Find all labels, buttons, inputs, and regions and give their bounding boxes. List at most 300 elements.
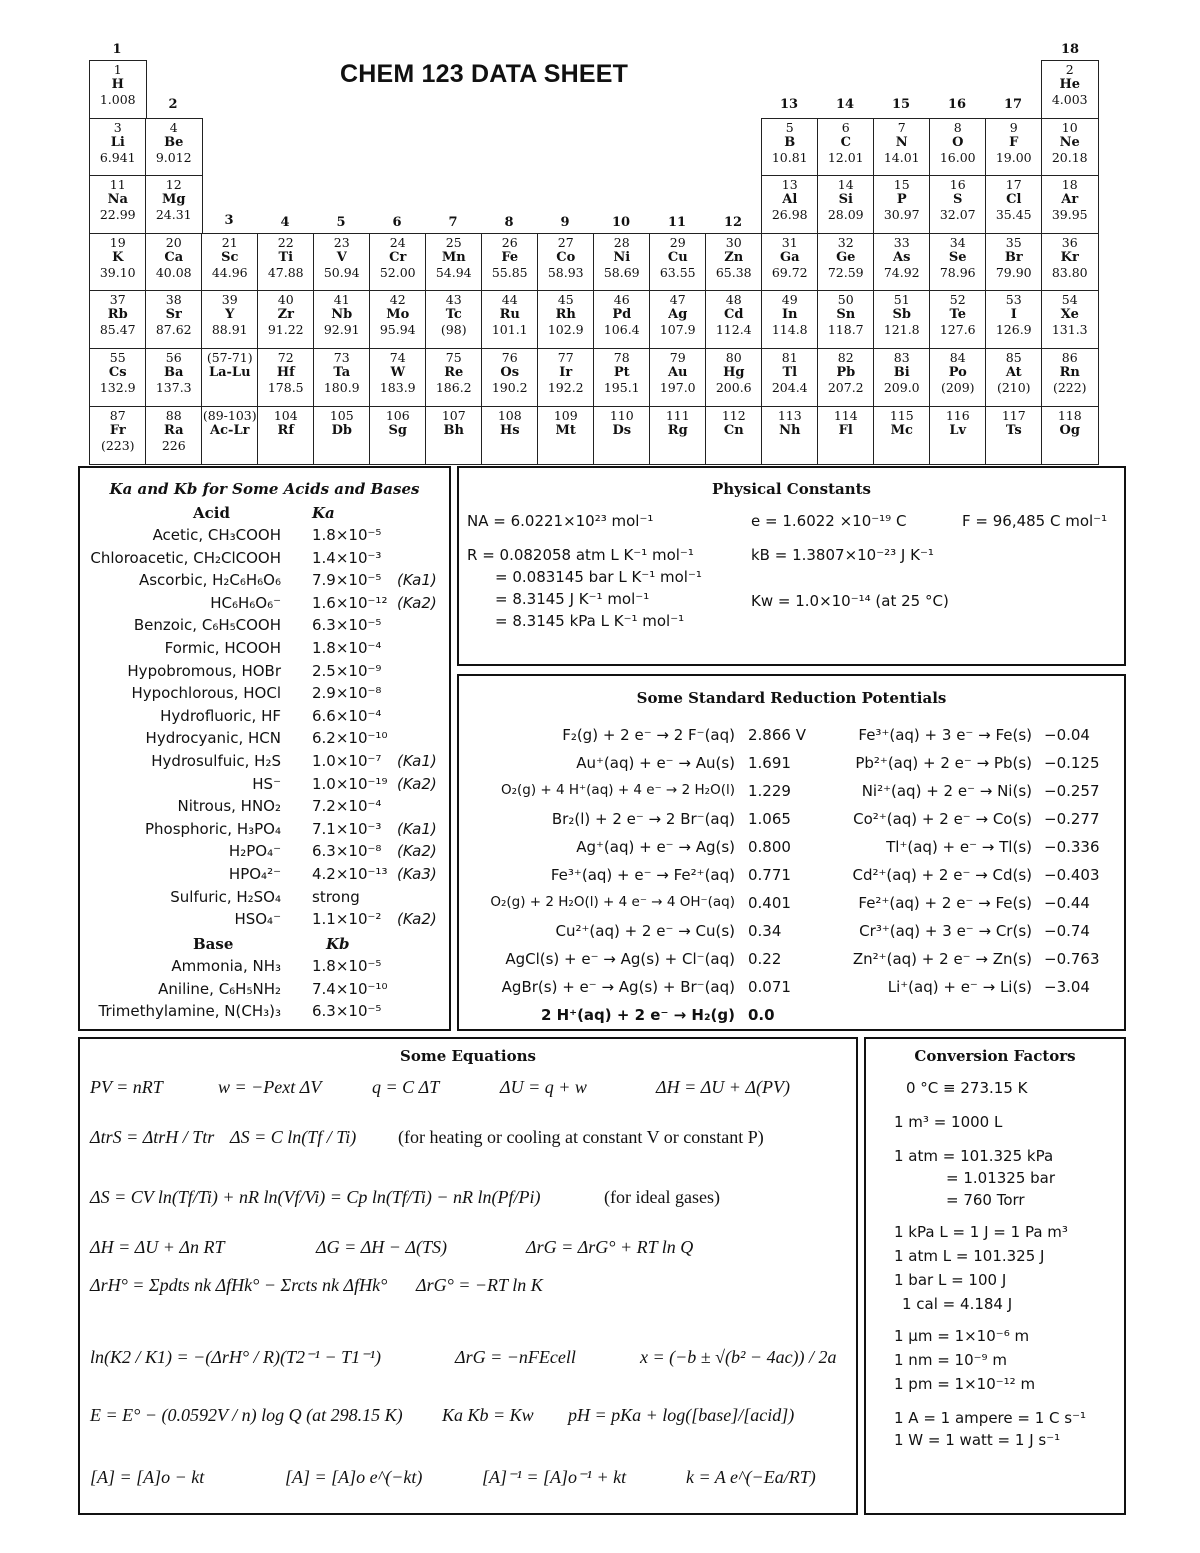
element-symbol: Mo [386, 307, 410, 323]
element-symbol: Ra [163, 422, 184, 438]
conversion-factors-box [864, 1037, 1126, 1515]
atomic-number: 50 [837, 292, 854, 308]
atomic-mass: 55.85 [491, 264, 528, 280]
atomic-mass: 209.0 [883, 380, 920, 395]
atomic-mass: 44.96 [211, 264, 248, 280]
reduction-half-reaction: Br₂(l) + 2 e⁻ → 2 Br⁻(aq) [551, 810, 735, 828]
reduction-half-reaction: Ag⁺(aq) + e⁻ → Ag(s) [576, 838, 735, 856]
reduction-potential: −0.04 [1044, 726, 1090, 744]
atomic-number: 40 [277, 292, 294, 308]
acid-name: Hydrofluoric, HF [160, 706, 281, 725]
base-kb-value: 7.4×10⁻¹⁰ [312, 979, 388, 998]
atomic-mass: 40.08 [155, 264, 192, 280]
acid-ka-note: (Ka1) [397, 752, 437, 770]
atomic-number: 8 [953, 119, 962, 135]
atomic-number: 48 [725, 292, 742, 308]
reduction-title: Some Standard Reduction Potentials [636, 689, 947, 707]
element-symbol: Mg [162, 192, 186, 208]
atomic-mass: 26.98 [771, 207, 808, 223]
gas-constant-2: = 0.083145 bar L K⁻¹ mol⁻¹ [495, 568, 702, 586]
atomic-number: 53 [1005, 292, 1022, 308]
element-cell [537, 290, 595, 349]
group-label: 12 [723, 215, 743, 230]
atomic-mass: 10.81 [771, 149, 808, 165]
element-symbol: Pd [612, 307, 632, 323]
group-label: 6 [392, 215, 402, 230]
element-cell [929, 233, 987, 292]
element-symbol: Na [107, 192, 128, 208]
element-cell [985, 290, 1043, 349]
atomic-number: 1 [113, 62, 122, 77]
atomic-number: 43 [445, 292, 462, 308]
reduction-potential: 0.34 [748, 922, 782, 940]
atomic-number: 80 [725, 350, 742, 365]
atomic-number: 21 [221, 234, 238, 250]
element-cell [873, 118, 931, 177]
atomic-number: 33 [893, 234, 910, 250]
element-cell [89, 118, 147, 177]
kb-header: Kb [326, 935, 350, 953]
atomic-number: 13 [781, 177, 798, 193]
atomic-mass: 207.2 [827, 380, 864, 395]
element-symbol: S [953, 192, 963, 208]
atomic-mass: 131.3 [1051, 322, 1088, 338]
atomic-number: 15 [893, 177, 910, 193]
element-cell [313, 348, 371, 407]
element-cell [817, 348, 875, 407]
atomic-mass: 118.7 [827, 322, 864, 338]
element-symbol: Rf [277, 422, 294, 438]
base-kb-value: 6.3×10⁻⁵ [312, 1002, 382, 1021]
acid-ka-value: 7.1×10⁻³ [312, 819, 382, 838]
element-symbol: Ti [278, 249, 294, 265]
element-cell [985, 406, 1043, 465]
atomic-number: 39 [221, 292, 238, 308]
atomic-number: 19 [109, 234, 126, 250]
element-symbol: C [840, 134, 851, 150]
atomic-number: 44 [501, 292, 518, 308]
element-symbol: Ru [499, 307, 520, 323]
acid-ka-value: 7.9×10⁻⁵ [312, 571, 382, 590]
conversion-factor: 1 kPa L = 1 J = 1 Pa m³ [894, 1223, 1068, 1241]
atomic-mass: (210) [996, 380, 1031, 395]
element-cell [89, 233, 147, 292]
reduction-half-reaction: Au⁺(aq) + e⁻ → Au(s) [576, 754, 735, 772]
group-label: 1 [112, 42, 122, 57]
atomic-number: 110 [609, 407, 634, 423]
group-label: 16 [947, 97, 967, 112]
page-title: CHEM 123 DATA SHEET [340, 60, 629, 88]
atomic-mass: 58.93 [547, 264, 584, 280]
reduction-half-reaction: Fe²⁺(aq) + 2 e⁻ → Fe(s) [858, 894, 1032, 912]
atomic-number: 37 [109, 292, 126, 308]
element-symbol: La-Lu [208, 365, 251, 380]
atomic-mass: 102.9 [547, 322, 584, 338]
element-cell [425, 406, 483, 465]
atomic-number: 104 [273, 407, 298, 423]
eq-ideal-gas-note: (for ideal gases) [604, 1187, 720, 1207]
atomic-mass: 112.4 [715, 322, 752, 338]
acids-bases-box [78, 466, 451, 1031]
atomic-number: 25 [445, 234, 462, 250]
atomic-mass: 65.38 [715, 264, 752, 280]
atomic-number: 31 [781, 234, 798, 250]
physical-constants-box [457, 466, 1126, 666]
atomic-mass: 1.008 [99, 92, 136, 107]
element-cell [257, 406, 315, 465]
element-cell [481, 406, 539, 465]
acid-ka-note: (Ka2) [397, 774, 437, 793]
element-symbol: Xe [1060, 307, 1079, 323]
atomic-number: 115 [889, 407, 914, 423]
element-cell [817, 175, 875, 234]
reduction-half-reaction: Cd²⁺(aq) + 2 e⁻ → Cd(s) [852, 866, 1032, 884]
reduction-half-reaction: 2 H⁺(aq) + 2 e⁻ → H₂(g) [540, 1006, 735, 1024]
atomic-mass: 127.6 [939, 322, 976, 338]
element-symbol: Hs [499, 422, 520, 438]
atomic-mass: 50.94 [323, 264, 360, 280]
reduction-potential: 0.071 [748, 978, 791, 996]
acid-name: Sulfuric, H₂SO₄ [170, 887, 281, 906]
reduction-half-reaction: Fe³⁺(aq) + e⁻ → Fe²⁺(aq) [550, 866, 735, 884]
atomic-mass: 47.88 [267, 264, 304, 280]
conversion-factor: 1 W = 1 watt = 1 J s⁻¹ [894, 1431, 1061, 1449]
gas-constant-1: R = 0.082058 atm L K⁻¹ mol⁻¹ [467, 546, 694, 564]
element-cell [145, 348, 203, 407]
group-label: 2 [168, 97, 178, 112]
group-label: 9 [560, 215, 570, 230]
conversion-factor: 1 m³ = 1000 L [894, 1113, 1003, 1131]
atomic-mass: 87.62 [155, 322, 192, 338]
atomic-mass: 106.4 [603, 322, 640, 338]
acid-ka-value: 6.2×10⁻¹⁰ [312, 729, 388, 748]
atomic-number: 73 [333, 350, 350, 365]
atomic-number: 117 [1001, 407, 1026, 423]
reduction-potential: −0.403 [1044, 866, 1100, 884]
atomic-mass: 28.09 [827, 207, 864, 223]
element-cell [145, 406, 203, 465]
atomic-number: 24 [389, 234, 406, 250]
atomic-mass: 19.00 [995, 149, 1032, 165]
acid-name: Hypochlorous, HOCl [131, 684, 281, 703]
acid-ka-note: (Ka2) [397, 910, 437, 929]
element-symbol: Cs [108, 365, 127, 380]
atomic-mass: 85.47 [99, 322, 136, 338]
acid-name: HC₆H₆O₆⁻ [210, 593, 281, 612]
atomic-mass: 79.90 [995, 264, 1032, 280]
atomic-mass: 30.97 [883, 207, 920, 223]
group-label: 13 [779, 97, 799, 112]
atomic-number: 106 [385, 407, 410, 423]
atomic-number: 34 [949, 234, 966, 250]
element-symbol: H [111, 77, 124, 92]
atomic-mass: (223) [100, 437, 135, 453]
atomic-number: 42 [389, 292, 406, 308]
atomic-mass: 180.9 [323, 380, 360, 395]
element-cell [593, 290, 651, 349]
atomic-mass: 178.5 [267, 380, 304, 395]
element-cell [929, 290, 987, 349]
atomic-number: 51 [893, 292, 910, 308]
acid-ka-note: (Ka3) [397, 865, 437, 883]
element-cell [1041, 175, 1099, 234]
atomic-number: 78 [613, 350, 630, 365]
element-cell [873, 348, 931, 407]
element-cell [425, 290, 483, 349]
element-cell [201, 348, 259, 407]
atomic-number: 3 [113, 119, 122, 135]
element-cell [985, 118, 1043, 177]
element-cell [89, 290, 147, 349]
element-symbol: He [1059, 77, 1081, 92]
base-header: Base [193, 935, 234, 953]
element-cell [369, 233, 427, 292]
element-cell [985, 175, 1043, 234]
element-cell [145, 233, 203, 292]
atomic-mass: 197.0 [659, 380, 696, 395]
atomic-mass: (98) [440, 322, 467, 338]
acid-name: HS⁻ [252, 774, 281, 793]
conversion-factor: 0 °C ≡ 273.15 K [906, 1079, 1028, 1097]
elementary-charge: e = 1.6022 ×10⁻¹⁹ C [751, 512, 907, 530]
element-cell [369, 406, 427, 465]
element-symbol: I [1010, 307, 1017, 323]
element-symbol: Cu [667, 249, 688, 265]
acid-ka-value: 6.3×10⁻⁵ [312, 616, 382, 635]
acid-ka-value: 1.8×10⁻⁴ [312, 639, 382, 657]
conversion-factor: 1 nm = 10⁻⁹ m [894, 1351, 1007, 1369]
eq-quadratic: x = (−b ± √(b² − 4ac)) / 2a [640, 1347, 837, 1367]
element-symbol: Ga [779, 249, 800, 265]
eq-vant-hoff: ln(K2 / K1) = −(ΔrH° / R)(T2⁻¹ − T1⁻¹) [90, 1347, 381, 1367]
gas-constant-4: = 8.3145 kPa L K⁻¹ mol⁻¹ [495, 612, 685, 630]
acid-ka-note: (Ka2) [397, 842, 437, 861]
reduction-potential: −0.763 [1044, 950, 1100, 968]
atomic-number: 2 [1065, 62, 1074, 77]
element-symbol: Au [667, 365, 688, 380]
element-symbol: Bh [443, 422, 464, 438]
group-label: 11 [667, 215, 687, 230]
element-cell [1041, 118, 1099, 177]
atomic-number: 54 [1061, 292, 1078, 308]
eq-enthalpy-gas: ΔH = ΔU + Δn RT [90, 1237, 225, 1257]
eq-enthalpy: ΔH = ΔU + Δ(PV) [656, 1077, 790, 1097]
element-symbol: Ag [668, 307, 688, 323]
eq-ideal-gas-entropy: ΔS = CV ln(Tf/Ti) + nR ln(Vf/Vi) = Cp ln(Tf/Ti) − nR ln(Pf/Pi) [90, 1187, 541, 1207]
element-cell [257, 290, 315, 349]
element-cell [369, 290, 427, 349]
element-symbol: As [893, 249, 911, 265]
atomic-mass: 200.6 [715, 380, 752, 395]
conversion-factor: = 1.01325 bar [946, 1169, 1056, 1187]
eq-hess-law: ΔrH° = Σpdts nk ΔfHk° − Σrcts nk ΔfHk° [90, 1275, 388, 1295]
reduction-potential: 0.22 [748, 950, 782, 968]
element-symbol: Bi [893, 365, 910, 380]
atomic-mass: 58.69 [603, 264, 640, 280]
eq-arrhenius: k = A e^(−Ea/RT) [686, 1467, 816, 1487]
element-symbol: Rg [667, 422, 688, 438]
element-cell [593, 406, 651, 465]
element-cell [1041, 233, 1099, 292]
reduction-half-reaction: O₂(g) + 4 H⁺(aq) + 4 e⁻ → 2 H₂O(l) [500, 782, 735, 798]
atomic-mass: 12.01 [827, 149, 864, 165]
conversion-factor: 1 μm = 1×10⁻⁶ m [894, 1327, 1030, 1345]
faraday-constant: F = 96,485 C mol⁻¹ [962, 512, 1108, 530]
element-cell [761, 290, 819, 349]
element-cell [257, 233, 315, 292]
element-symbol: Al [782, 192, 798, 208]
atomic-mass: 101.1 [491, 322, 528, 338]
reduction-potential: 1.065 [748, 810, 791, 828]
element-cell [985, 233, 1043, 292]
reduction-potential: −0.125 [1044, 754, 1100, 772]
atomic-mass: 20.18 [1051, 149, 1088, 165]
atomic-mass: 54.94 [435, 264, 472, 280]
element-cell [929, 406, 987, 465]
conversion-factor: 1 pm = 1×10⁻¹² m [894, 1375, 1036, 1393]
element-cell [817, 233, 875, 292]
element-symbol: Hf [276, 365, 295, 380]
reduction-potentials-box [457, 674, 1126, 1031]
element-cell [145, 118, 203, 177]
element-symbol: Db [331, 422, 352, 438]
element-symbol: Sc [221, 249, 239, 265]
atomic-mass: 195.1 [603, 380, 640, 395]
element-symbol: Nb [331, 307, 353, 323]
element-cell [89, 60, 147, 119]
element-symbol: Og [1059, 422, 1080, 438]
atomic-number: 77 [557, 350, 574, 365]
atomic-number: 88 [165, 407, 182, 423]
element-cell [649, 290, 707, 349]
element-symbol: Fe [501, 249, 519, 265]
element-symbol: F [1009, 134, 1019, 150]
atomic-mass: 9.012 [155, 149, 192, 165]
element-symbol: Fr [109, 422, 126, 438]
group-label: 4 [280, 215, 290, 230]
atomic-number: 35 [1005, 234, 1022, 250]
atomic-number: 107 [441, 407, 466, 423]
acid-name: Benzoic, C₆H₅COOH [133, 616, 281, 635]
element-cell [313, 406, 371, 465]
reduction-potential: −0.277 [1044, 810, 1100, 828]
eq-heating-note: (for heating or cooling at constant V or constant P) [398, 1127, 764, 1147]
element-symbol: Mn [441, 249, 466, 265]
element-symbol: Pb [836, 365, 856, 380]
acid-ka-note: (Ka1) [397, 571, 437, 590]
acid-ka-value: 1.0×10⁻⁷ [312, 752, 382, 770]
ka-header: Ka [312, 504, 335, 522]
atomic-mass: 92.91 [323, 322, 360, 338]
element-symbol: Be [164, 134, 184, 150]
reduction-potential: −0.74 [1044, 922, 1090, 940]
element-symbol: Mt [555, 422, 576, 438]
atomic-number: 47 [669, 292, 686, 308]
atomic-mass: 137.3 [155, 380, 192, 395]
element-cell [425, 348, 483, 407]
atomic-mass: 72.59 [827, 264, 864, 280]
reduction-potential: −0.336 [1044, 838, 1100, 856]
equations-title: Some Equations [399, 1047, 536, 1065]
gas-constant-3: = 8.3145 J K⁻¹ mol⁻¹ [495, 590, 650, 608]
eq-heat: q = C ΔT [372, 1077, 440, 1097]
atomic-number: 4 [169, 119, 178, 135]
eq-gibbs: ΔG = ΔH − Δ(TS) [316, 1237, 447, 1257]
element-symbol: Pt [613, 365, 630, 380]
conversion-factor: 1 A = 1 ampere = 1 C s⁻¹ [894, 1409, 1087, 1427]
acids-title [80, 480, 449, 498]
element-symbol: Ca [164, 249, 184, 265]
base-kb-value: 1.8×10⁻⁵ [312, 957, 382, 975]
element-symbol: O [952, 134, 964, 150]
element-symbol: Hg [723, 365, 745, 380]
element-symbol: Cl [1006, 192, 1022, 208]
atomic-number: 10 [1061, 119, 1078, 135]
element-cell [705, 233, 763, 292]
element-cell [89, 175, 147, 234]
element-cell [817, 118, 875, 177]
element-symbol: Rn [1059, 365, 1080, 380]
reduction-half-reaction: Co²⁺(aq) + 2 e⁻ → Co(s) [853, 810, 1032, 828]
element-symbol: Ac-Lr [210, 422, 250, 438]
atomic-number: 9 [1009, 119, 1018, 135]
atomic-mass: 121.8 [883, 322, 920, 338]
element-cell [649, 406, 707, 465]
acid-name: Ascorbic, H₂C₆H₆O₆ [138, 571, 281, 590]
acid-name: Hypobromous, HOBr [127, 661, 281, 680]
element-symbol: Se [948, 249, 967, 265]
eq-ka-kb: Ka Kb = Kw [442, 1405, 534, 1425]
atomic-number: 116 [945, 407, 970, 423]
eq-work: w = −Pext ΔV [218, 1077, 322, 1097]
element-cell [145, 290, 203, 349]
element-cell [761, 118, 819, 177]
acids-title-text: Ka and Kb for Some Acids and Bases [109, 480, 420, 498]
reduction-potential: −0.44 [1044, 894, 1090, 912]
reduction-half-reaction: AgBr(s) + e⁻ → Ag(s) + Br⁻(aq) [501, 978, 735, 996]
atomic-number: (57-71) [206, 350, 253, 365]
atomic-number: 12 [165, 177, 182, 193]
atomic-number: 111 [665, 407, 690, 423]
conversion-factor: 1 atm L = 101.325 J [894, 1247, 1045, 1265]
element-symbol: Ar [1061, 192, 1079, 208]
atomic-mass: 226 [161, 437, 186, 453]
atomic-number: 81 [781, 350, 798, 365]
reduction-potential: 0.771 [748, 866, 791, 884]
group-label: 10 [611, 215, 631, 230]
atomic-number: 114 [833, 407, 858, 423]
acid-name: Formic, HCOOH [164, 639, 281, 657]
acid-ka-value: 2.9×10⁻⁸ [312, 684, 382, 703]
atomic-number: 82 [837, 350, 854, 365]
element-cell [1041, 60, 1099, 119]
atomic-number: 87 [109, 407, 126, 423]
base-name: Trimethylamine, N(CH₃)₃ [98, 1002, 281, 1021]
atomic-number: 20 [165, 234, 182, 250]
element-symbol: Tl [782, 365, 798, 380]
element-cell [761, 348, 819, 407]
atomic-mass: 78.96 [939, 264, 976, 280]
boltzmann-constant: kB = 1.3807×10⁻²³ J K⁻¹ [751, 546, 934, 564]
atomic-number: 113 [777, 407, 802, 423]
atomic-mass: 95.94 [379, 322, 416, 338]
acid-ka-value: 2.5×10⁻⁹ [312, 661, 382, 680]
eq-ideal-gas: PV = nRT [90, 1077, 163, 1097]
element-cell [481, 348, 539, 407]
atomic-number: 83 [893, 350, 910, 365]
element-symbol: Sg [388, 422, 407, 438]
atomic-mass: 132.9 [99, 380, 136, 395]
